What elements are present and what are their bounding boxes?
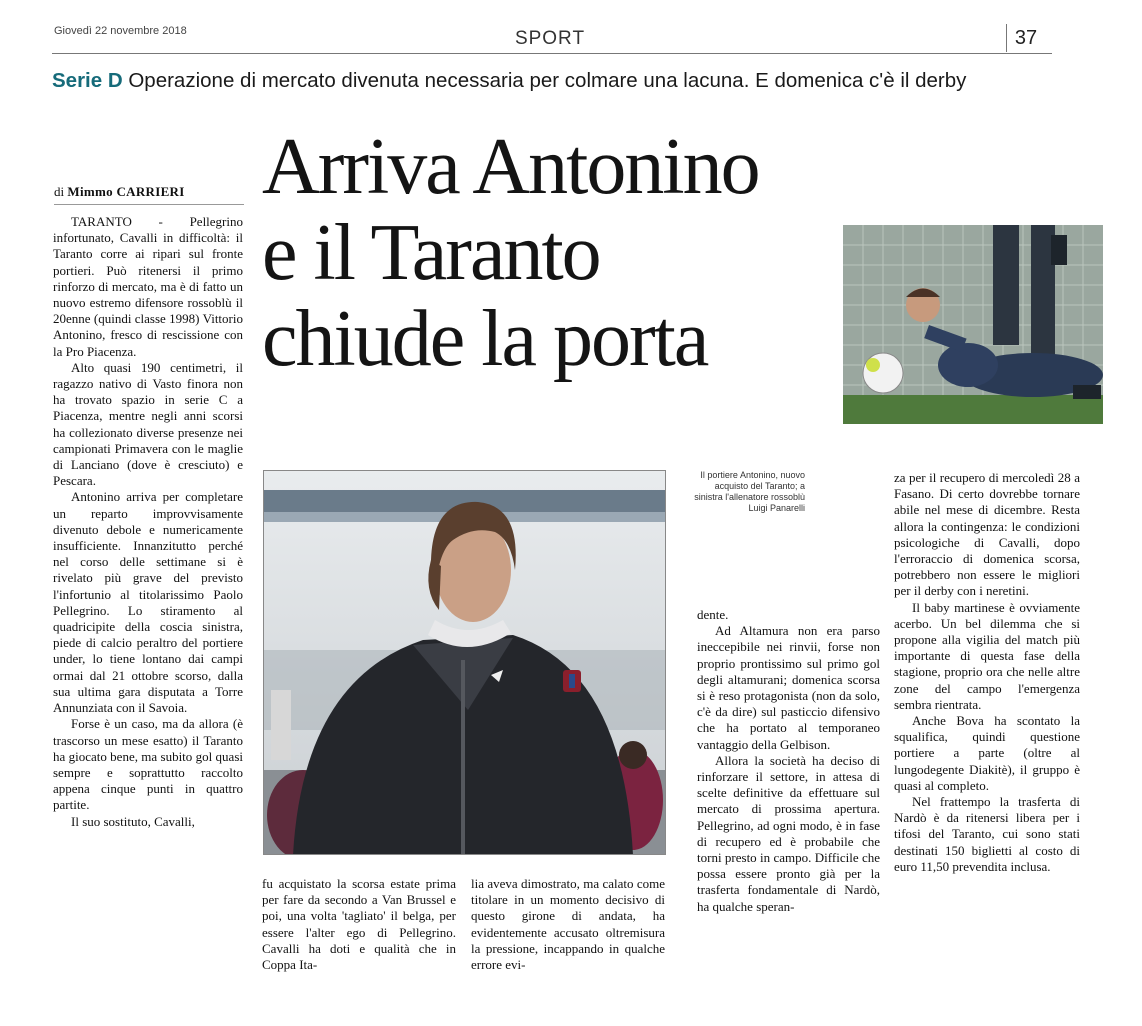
byline [54,184,244,205]
headline-line-2: e il Taranto [262,209,600,297]
paragraph: fu acquistato la scorsa estate prima per fare da secondo a Van Brussel e poi, una volta 'tagliato' il belga, per essere l'alter ego di Pellegrino. Cavalli ha doti e qualità che in Coppa Ita- [262,876,456,973]
article-column-4 [697,607,880,915]
article-column-2 [262,876,456,973]
paragraph: za per il recupero di mercoledì 28 a Fasano. Di certo dovrebbe tornare abile nel mese di dicembre. Resta allora la contingenza: le condizioni psicologiche di Cavalli, dopo l'erroraccio di domenica scorsa, potrebbero non essere le migliori per il derby con i neretini. [894,470,1080,599]
article-column-5 [894,470,1080,875]
headline-line-3: chiude la porta [262,295,708,383]
paragraph: TARANTO - Pellegrino infortunato, Cavalli in difficoltà: il Taranto corre ai ripari sul fronte portieri. Può ritenersi il primo rinforzo di mercato, ma è di fatto un nuovo estremo difensore rossoblù il 20enne (quindi classe 1998) Vittorio Antonino, fresco di rescissione con la Pro Piacenza. [53,214,243,359]
kicker-text: Operazione di mercato divenuta necessaria per colmare una lacuna. E domenica c'è il derby [128,69,967,92]
paragraph: Ad Altamura non era parso ineccepibile nei rinvii, forse non proprio prontissimo sul primo gol degli altamurani; domenica scorsa si è reso protagonista (non da solo, c'è da dire) sul pasticcio difensivo che ha portato al temporaneo vantaggio della Gelbison. [697,623,880,752]
article-column-3 [471,876,665,973]
byline-author: Mimmo CARRIERI [67,184,185,199]
header-divider [52,53,1052,54]
section-title: SPORT [514,28,586,49]
kicker-label: Serie D [52,69,123,92]
paragraph: Allora la società ha deciso di rinforzare il settore, in attesa di scelte definitive da effettuare sul mercato di prossima apertura. Pellegrino, ad ogni modo, è in fase di recupero ed è probabile che torni presto in campo. Difficile che possa essere pronto già per la trasferta fondamentale di Nardò, ha qualche speran- [697,752,880,914]
kicker [52,68,1052,94]
goalkeeper-photo [843,225,1103,424]
paragraph: Il suo sostituto, Cavalli, [71,813,195,829]
paragraph: dente. [697,607,729,622]
paragraph: Forse è un caso, ma da allora (è trascorso un mese esatto) il Taranto ha giocato bene, ma subito gol quasi sempre e soprattutto raccolto appena cinque punti in quattro partite. [53,716,243,813]
byline-prefix: di [54,184,65,199]
coach-photo-border [263,470,666,855]
paragraph: Nel frattempo la trasferta di Nardò è da ritenersi libera per i tifosi del Taranto, cui sono stati destinati 150 biglietti al costo di euro 11,50 prevendita inclusa. [894,794,1080,874]
paragraph: Il baby martinese è ovviamente acerbo. Un bel dilemma che si propone alla vigilia del match più importante di questa fase della stagione, proprio ora che nelle altre zone del campo l'emergenza sembra rientrata. [894,599,1080,712]
headline [262,124,842,382]
goalkeeper-photo-image [843,225,1103,424]
paragraph: lia aveva dimostrato, ma calato come titolare in un momento decisivo di questo girone di andata, ha evidentemente accusato oltremisura la pressione, incappando in qualche errore evi- [471,876,665,973]
paragraph: Anche Bova ha scontato la squalifica, quindi questione portiere a parte (oltre al lungodegente Diakitè), il gruppo è quasi al completo. [894,713,1080,793]
paragraph: Antonino arriva per completare un reparto improvvisamente divenuto debole e numericamente insufficiente. Innanzitutto perché nel corso delle settimane si è rivelato più grave del previsto l'infortunio al titolarissimo Paolo Pellegrino. Lo stiramento al quadricipite della coscia sinistra, piede di calcio peraltro del portiere under, lo tiene lontano dai campi ormai dal 21 ottobre scorso, dalla sua ultima gara disputata a Torre Annunziata con il Savoia. [53,489,243,716]
paragraph: Alto quasi 190 centimetri, il ragazzo nativo di Vasto finora non ha trovato spazio in serie C a Piacenza, mentre negli anni scorsi ha collezionato diverse presenze nei campionati Primavera con le maglie di Lanciano (dove è cresciuto) e Pescara. [53,359,243,489]
article-column-1 [53,214,243,830]
headline-line-1: Arriva Antonino [262,123,759,211]
issue-date: Giovedì 22 novembre 2018 [54,25,187,37]
photo-caption: Il portiere Antonino, nuovo acquisto del Taranto; a sinistra l'allenatore rossoblù Luigi Panarelli [694,470,805,513]
page-number: 37 [1006,24,1045,52]
